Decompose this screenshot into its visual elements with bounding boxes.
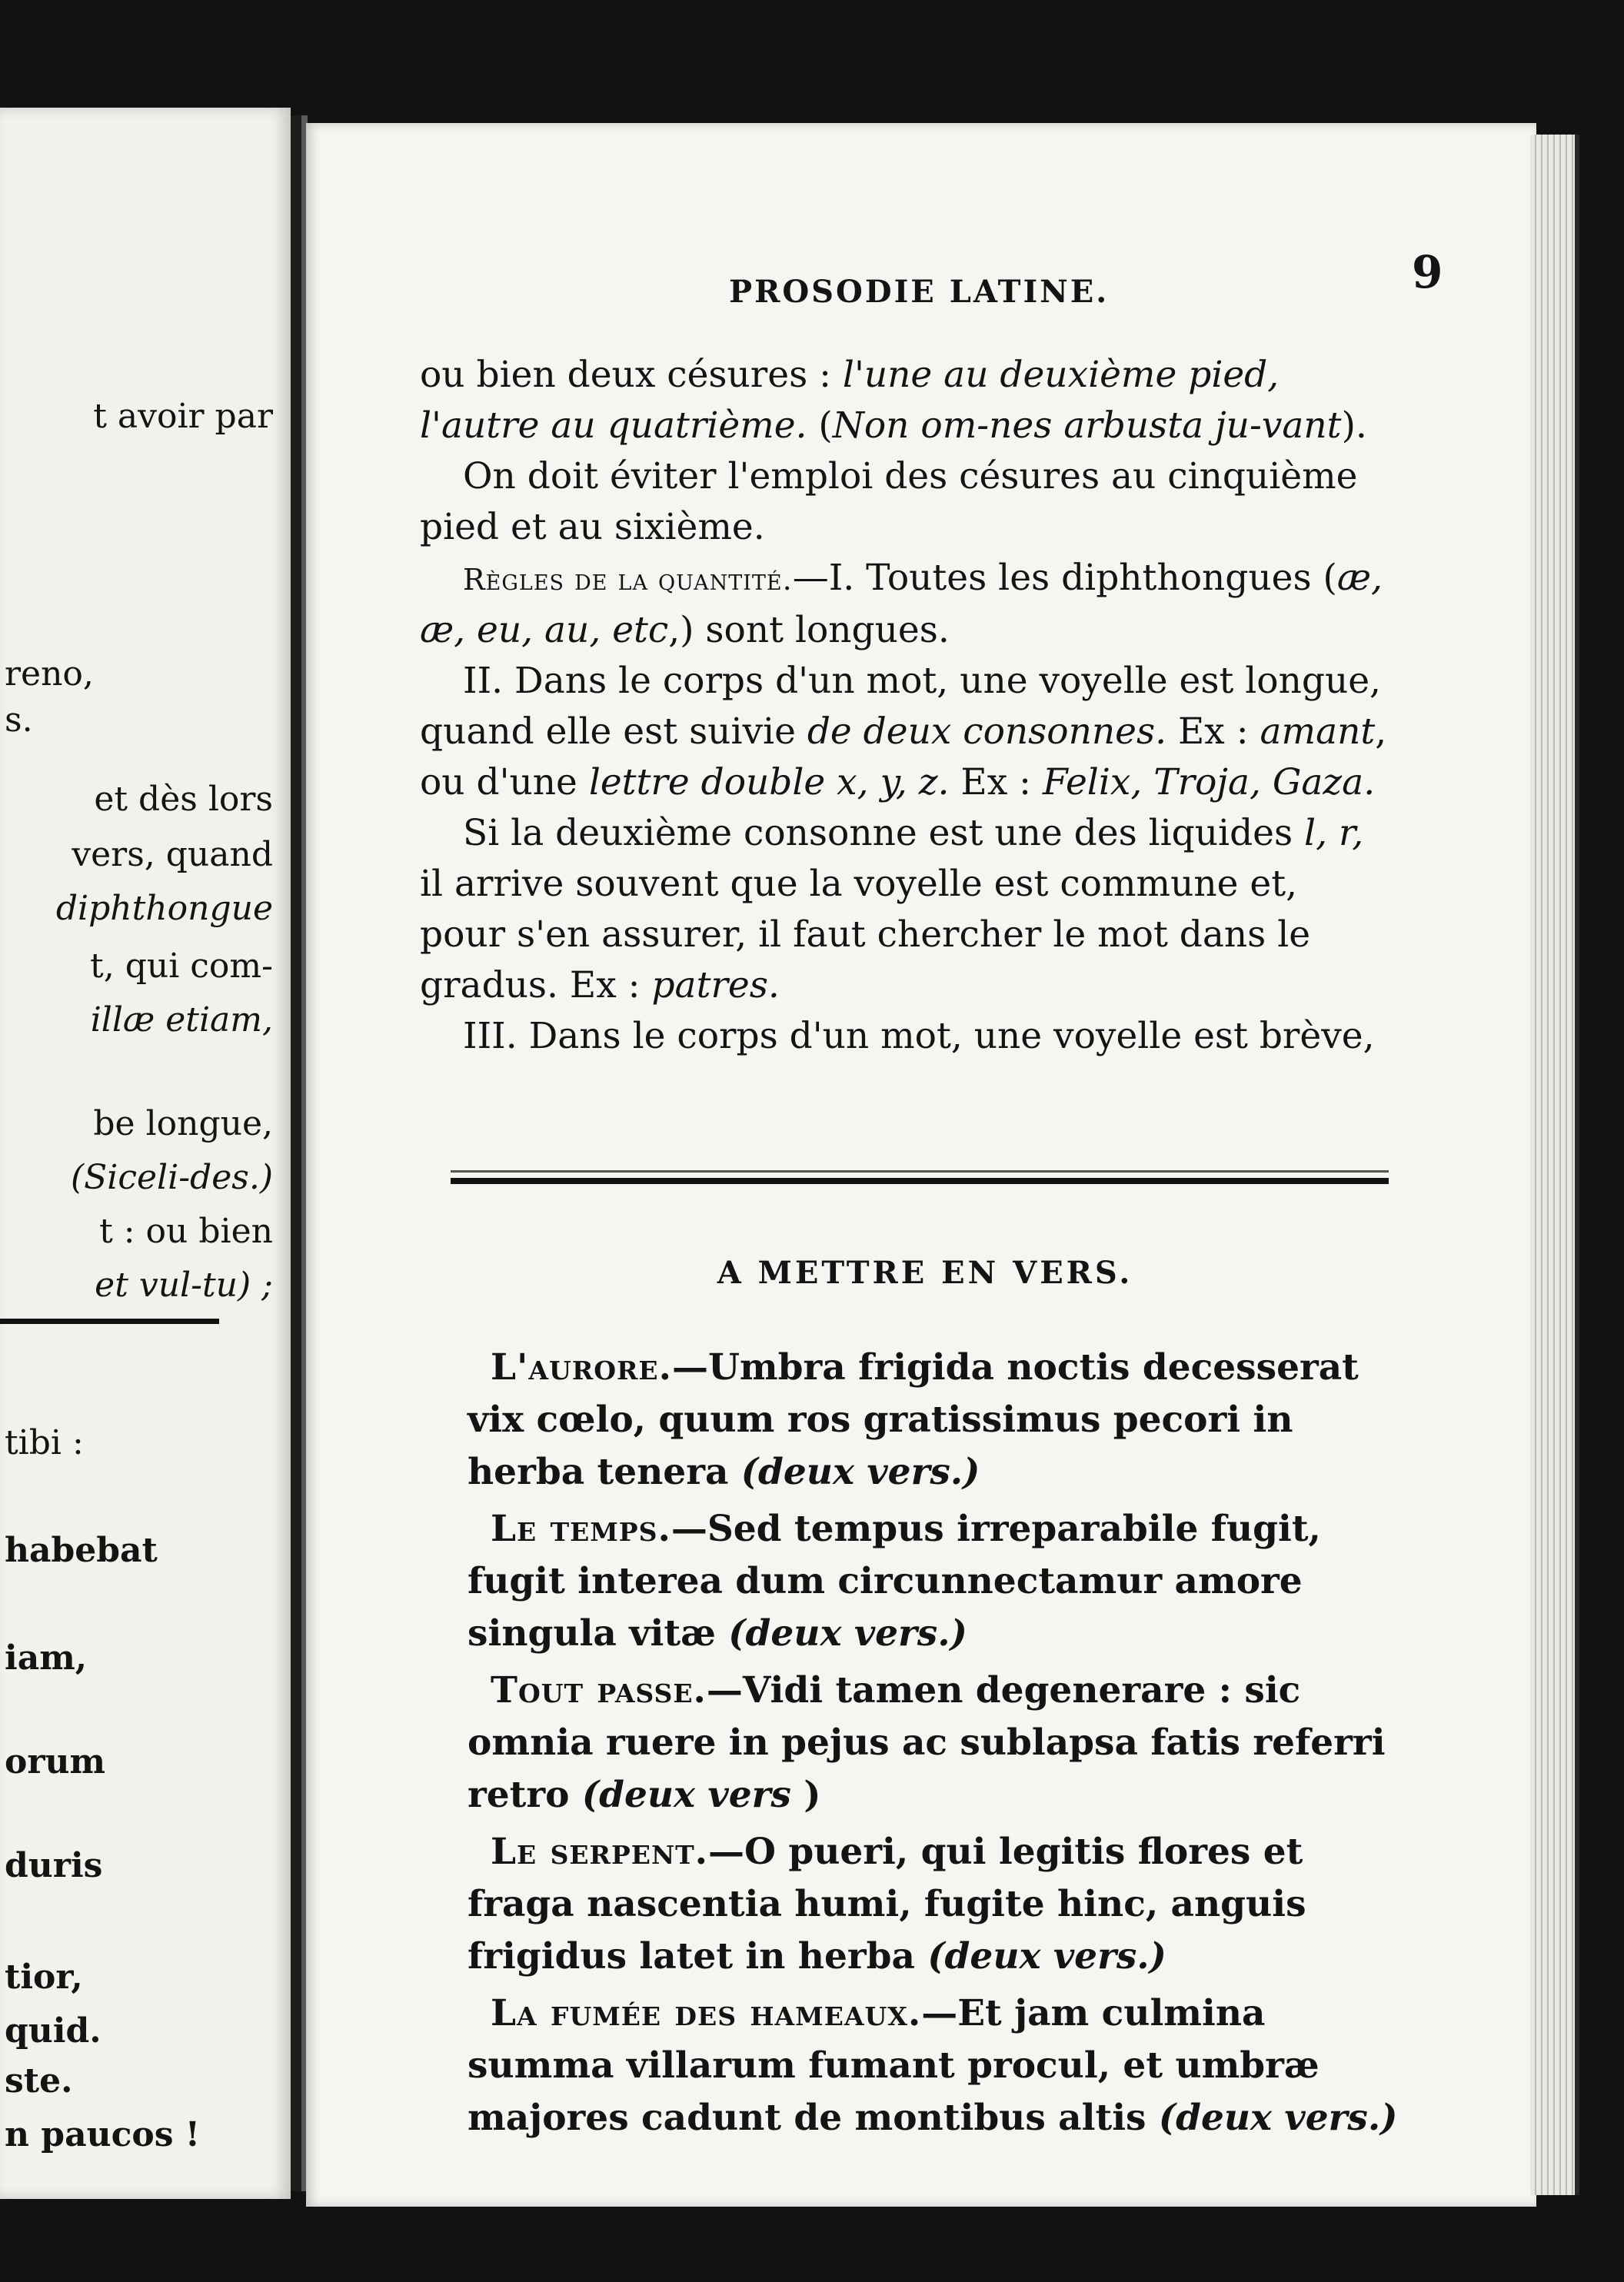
left-line: et dès lors: [94, 780, 273, 819]
exercise-item: [468, 1342, 1406, 1499]
left-line: habebat: [5, 1531, 158, 1570]
left-line: duris: [5, 1846, 103, 1885]
exercise-text: —Umbra frigida noctis decesserat vix cœlo, quum ros gratissimus pecori in herba tenera: [468, 1346, 1359, 1493]
left-page-fragment: [0, 108, 291, 2199]
italic-run: l, r,: [1304, 812, 1364, 854]
left-line: et vul-tu) ;: [95, 1266, 273, 1305]
italic-run: amant: [1260, 710, 1376, 753]
left-line: t avoir par: [93, 397, 273, 436]
text-run: ou bien deux césures :: [420, 354, 843, 396]
exercise-text: —O pueri, qui legitis flores et fraga nascentia humi, fugite hinc, anguis frigidus latet in herba: [468, 1831, 1306, 1978]
exercise-text: —Vidi tamen degenerare : sic omnia ruere in pejus ac sublapsa fatis referri retro: [468, 1669, 1386, 1816]
page-number: 9: [1412, 246, 1443, 298]
left-line: (Siceli-des.): [70, 1158, 273, 1197]
paragraph: [420, 553, 1389, 656]
text-run: Ex :: [949, 761, 1043, 803]
italic-run: Felix, Troja, Gaza.: [1042, 761, 1376, 803]
left-line: illæ etiam,: [90, 1000, 273, 1040]
text-run: II. Dans le corps d'un mot, une voyelle est longue, quand elle est suivie: [420, 660, 1381, 753]
left-rule: [0, 1319, 219, 1324]
left-line: be longue,: [93, 1104, 273, 1143]
exercise-title: Le temps.: [491, 1508, 671, 1550]
section-rule-thick: [451, 1178, 1389, 1184]
exercise-note: (deux vers.): [740, 1451, 980, 1493]
paragraph: [420, 808, 1389, 1011]
paragraph: III. Dans le corps d'un mot, une voyelle est brève,: [463, 1015, 1375, 1057]
exercise-item: [468, 1665, 1406, 1821]
text-run: (: [807, 404, 833, 447]
exercise-title: Tout passe.: [491, 1669, 707, 1712]
body-text: [420, 350, 1389, 1062]
text-run: , ou d'une: [420, 710, 1387, 803]
page-edges: [1530, 135, 1579, 2195]
italic-run: Non om-nes arbusta ju-vant: [832, 404, 1342, 447]
italic-run: lettre double x, y, z.: [588, 761, 950, 803]
italic-run: l'une au deuxième pied, l'autre au quatrième.: [420, 354, 1280, 447]
section-title: A METTRE EN VERS.: [717, 1255, 1133, 1291]
rule-heading: Règles de la quantité.: [463, 563, 793, 597]
left-line: tior,: [5, 1958, 83, 1997]
exercise-note: (deux vers.): [728, 1612, 967, 1655]
book-gutter: [291, 115, 301, 2191]
left-line: n paucos !: [5, 2115, 201, 2154]
exercise-note: (deux vers: [581, 1774, 791, 1816]
text-run: ).: [1341, 404, 1367, 447]
text-run: —I. Toutes les diphthongues (: [792, 557, 1337, 599]
left-line: s.: [5, 700, 33, 740]
paragraph: On doit éviter l'emploi des césures au cinquième pied et au sixième.: [420, 455, 1358, 548]
exercise-list: [468, 1342, 1406, 2149]
exercise-text: —Et jam culmina summa villarum fumant procul, et umbræ majores cadunt de montibus altis: [468, 1992, 1320, 2139]
left-line: quid.: [5, 2011, 102, 2051]
left-line: reno,: [5, 654, 94, 694]
text-run: Si la deuxième consonne est une des liquides: [463, 812, 1305, 854]
left-line: ste.: [5, 2061, 73, 2101]
text-run: Ex :: [1166, 710, 1260, 753]
exercise-note: (deux vers.): [927, 1935, 1166, 1978]
exercise-text: —Sed tempus irreparabile fugit, fugit interea dum circunnectamur amore singula vitæ: [468, 1508, 1321, 1655]
exercise-title: L'aurore.: [491, 1346, 672, 1389]
running-head: PROSODIE LATINE.: [729, 274, 1110, 310]
left-line: vers, quand: [72, 835, 273, 874]
exercise-title: Le serpent.: [491, 1831, 709, 1873]
italic-run: de deux consonnes.: [807, 710, 1167, 753]
exercise-tail: ): [790, 1774, 821, 1816]
left-line: tibi :: [5, 1423, 84, 1462]
italic-run: æ, æ, eu, au, etc: [420, 557, 1383, 651]
text-run: ,) sont longues.: [668, 609, 950, 651]
section-rule-thin: [451, 1170, 1389, 1173]
paragraph: [420, 656, 1389, 808]
exercise-item: [468, 1826, 1406, 1983]
left-line: t : ou bien: [99, 1212, 273, 1251]
right-page: [306, 123, 1536, 2207]
exercise-note: (deux vers.): [1158, 2097, 1398, 2139]
exercise-item: [468, 1503, 1406, 1660]
left-line: diphthongue: [55, 889, 273, 928]
left-line: orum: [5, 1742, 106, 1781]
exercise-title: La fumée des hameaux.: [491, 1992, 922, 2034]
italic-run: patres.: [651, 964, 780, 1006]
exercise-item: [468, 1988, 1406, 2144]
left-line: t, qui com-: [90, 946, 273, 986]
paragraph: [420, 350, 1389, 451]
left-line: iam,: [5, 1638, 88, 1678]
text-run: il arrive souvent que la voyelle est commune et, pour s'en assurer, il faut chercher le mot dans le gradus. Ex :: [420, 863, 1311, 1006]
